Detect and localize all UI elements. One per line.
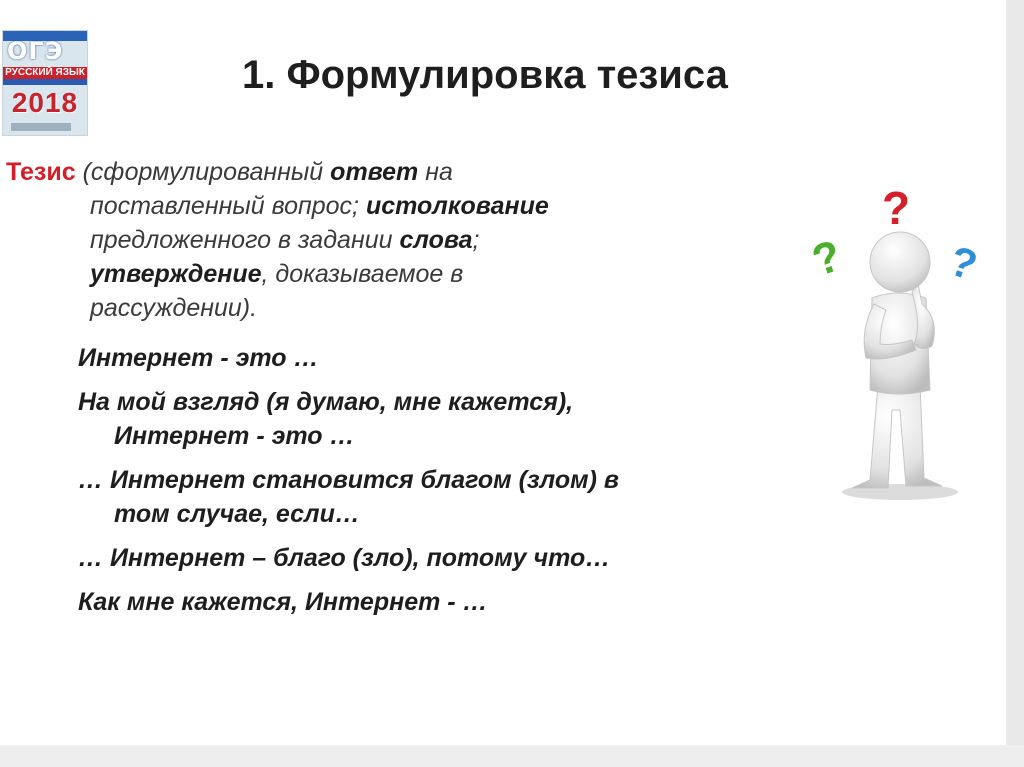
definition-keyword-interpretation: истолкование bbox=[365, 192, 549, 220]
example-text: На мой взгляд (я думаю, мне кажется), bbox=[78, 388, 574, 416]
definition-line-3 bbox=[6, 223, 656, 257]
definition-text: предложенного в задании bbox=[90, 226, 400, 254]
thinking-person-illustration bbox=[800, 180, 1010, 510]
definition-keyword-statement: утверждение bbox=[90, 260, 262, 288]
cover-subject: РУССКИЙ ЯЗЫК bbox=[3, 67, 87, 79]
example-text: … Интернет становится благом (злом) в bbox=[78, 466, 620, 494]
definition-text: (сформулированный bbox=[75, 158, 331, 186]
definition-line-5 bbox=[6, 291, 656, 325]
book-cover-logo bbox=[2, 30, 88, 136]
question-mark-green-icon: ? bbox=[806, 230, 848, 286]
cover-band bbox=[3, 79, 87, 85]
slide-bottom-edge bbox=[0, 745, 1024, 767]
cover-brand: ОГЭ bbox=[7, 37, 64, 65]
definition-keyword-word: слова bbox=[399, 226, 473, 254]
cover-stamp bbox=[33, 135, 59, 136]
definition-text: рассуждении). bbox=[90, 294, 258, 322]
example-text-continued: Интернет - это … bbox=[114, 422, 355, 450]
thesis-definition bbox=[6, 155, 656, 325]
question-mark-blue-icon: ? bbox=[943, 236, 983, 290]
cover-year: 2018 bbox=[11, 87, 79, 118]
definition-line-1 bbox=[6, 155, 656, 189]
example-text: … Интернет – благо (зло), потому что… bbox=[78, 544, 611, 572]
example-item bbox=[78, 541, 778, 575]
definition-line-2 bbox=[6, 189, 656, 223]
definition-text: ; bbox=[472, 226, 480, 254]
figure-head bbox=[870, 232, 930, 292]
thinking-person-svg bbox=[800, 180, 1010, 510]
definition-line-4 bbox=[6, 257, 656, 291]
example-item bbox=[78, 585, 778, 619]
question-mark-red-icon: ? bbox=[882, 182, 911, 234]
figure-legs bbox=[852, 385, 942, 488]
cover-text-lines bbox=[11, 123, 71, 131]
definition-text: , доказываемое в bbox=[261, 260, 464, 288]
thesis-examples bbox=[78, 341, 778, 629]
example-text: Как мне кажется, Интернет - … bbox=[78, 588, 488, 616]
definition-keyword-answer: ответ bbox=[330, 158, 419, 186]
example-text-continued: том случае, если… bbox=[114, 500, 360, 528]
definition-text: на bbox=[418, 158, 453, 186]
example-item bbox=[78, 341, 778, 375]
term-thesis: Тезис bbox=[6, 158, 76, 186]
example-text: Интернет - это … bbox=[78, 344, 319, 372]
definition-text: поставленный вопрос; bbox=[90, 192, 366, 220]
example-item bbox=[78, 463, 778, 531]
slide-title: 1. Формулировка тезиса bbox=[242, 53, 728, 97]
example-item bbox=[78, 385, 778, 453]
